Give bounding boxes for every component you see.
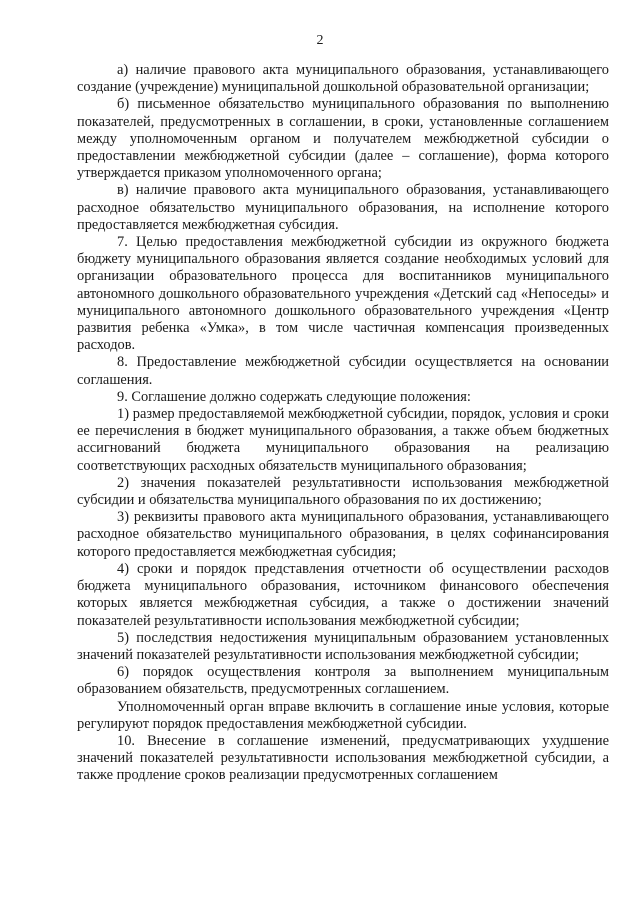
paragraph-item-v: в) наличие правового акта муниципального образования, устанавливающего расходное обязательство муниципального образования, на исполнение которого предоставляется межбюджетная субсидия.: [77, 182, 609, 233]
paragraph-10: 10. Внесение в соглашение изменений, предусматривающих ухудшение значений показателей результативности использования межбюджетной субсидии, а также продление сроков реализации предусмотренных соглашением: [77, 732, 609, 784]
paragraph-8: 8. Предоставление межбюджетной субсидии осуществляется на основании соглашения.: [77, 354, 609, 388]
paragraph-9-2: 2) значения показателей результативности использования межбюджетной субсидии и обязательства муниципального образования по их достижению;: [77, 474, 609, 509]
paragraph-additional-conditions: Уполномоченный орган вправе включить в соглашение иные условия, которые регулируют порядок предоставления межбюджетной субсидии.: [77, 698, 609, 732]
paragraph-item-a: а) наличие правового акта муниципального образования, устанавливающего создание (учреждение) муниципальной дошкольной образовательной организации;: [77, 62, 609, 96]
page-number: 2: [316, 33, 324, 48]
paragraph-9-1: 1) размер предоставляемой межбюджетной субсидии, порядок, условия и сроки ее перечисления в бюджет муниципального образования, а также объем бюджетных ассигнований бюджета муниципального образования на реализацию соответствующих расходных обязательств муниципального образования;: [77, 406, 609, 474]
paragraph-9-4: 4) сроки и порядок представления отчетности об осуществлении расходов бюджета муниципального образования, источником финансового обеспечения которых является межбюджетная субсидия, а также о достижении значений показателей результативности использования межбюджетной субсидии;: [77, 560, 609, 629]
paragraph-9-6: 6) порядок осуществления контроля за выполнением муниципальным образованием обязательств, предусмотренных соглашением.: [77, 664, 609, 698]
paragraph-9-5: 5) последствия недостижения муниципальным образованием установленных значений показателей результативности использования межбюджетной субсидии;: [77, 629, 609, 663]
paragraph-9-3: 3) реквизиты правового акта муниципального образования, устанавливающего расходное обязательство муниципального образования, в целях софинансирования которого предоставляется межбюджетная субсидия;: [77, 509, 609, 560]
paragraph-9: 9. Соглашение должно содержать следующие положения:: [117, 388, 471, 405]
document-body: [77, 62, 609, 785]
paragraph-item-b: б) письменное обязательство муниципального образования по выполнению показателей, предусмотренных в соглашении, в сроки, установленные соглашением между уполномоченным органом и получателем межбюджетной субсидии о предоставлении межбюджетной субсидии (далее – соглашение), форма которого утверждается приказом уполномоченного органа;: [77, 96, 609, 182]
paragraph-7: 7. Целью предоставления межбюджетной субсидии из окружного бюджета бюджету муниципального образования является создание необходимых условий для организации образовательного процесса для воспитанников муниципального автономного дошкольного образовательного учреждения «Детский сад «Непоседы» и муниципального автономного дошкольного образовательного учреждения «Центр развития ребенка «Умка», в том числе частичная компенсация произведенных расходов.: [77, 234, 609, 354]
